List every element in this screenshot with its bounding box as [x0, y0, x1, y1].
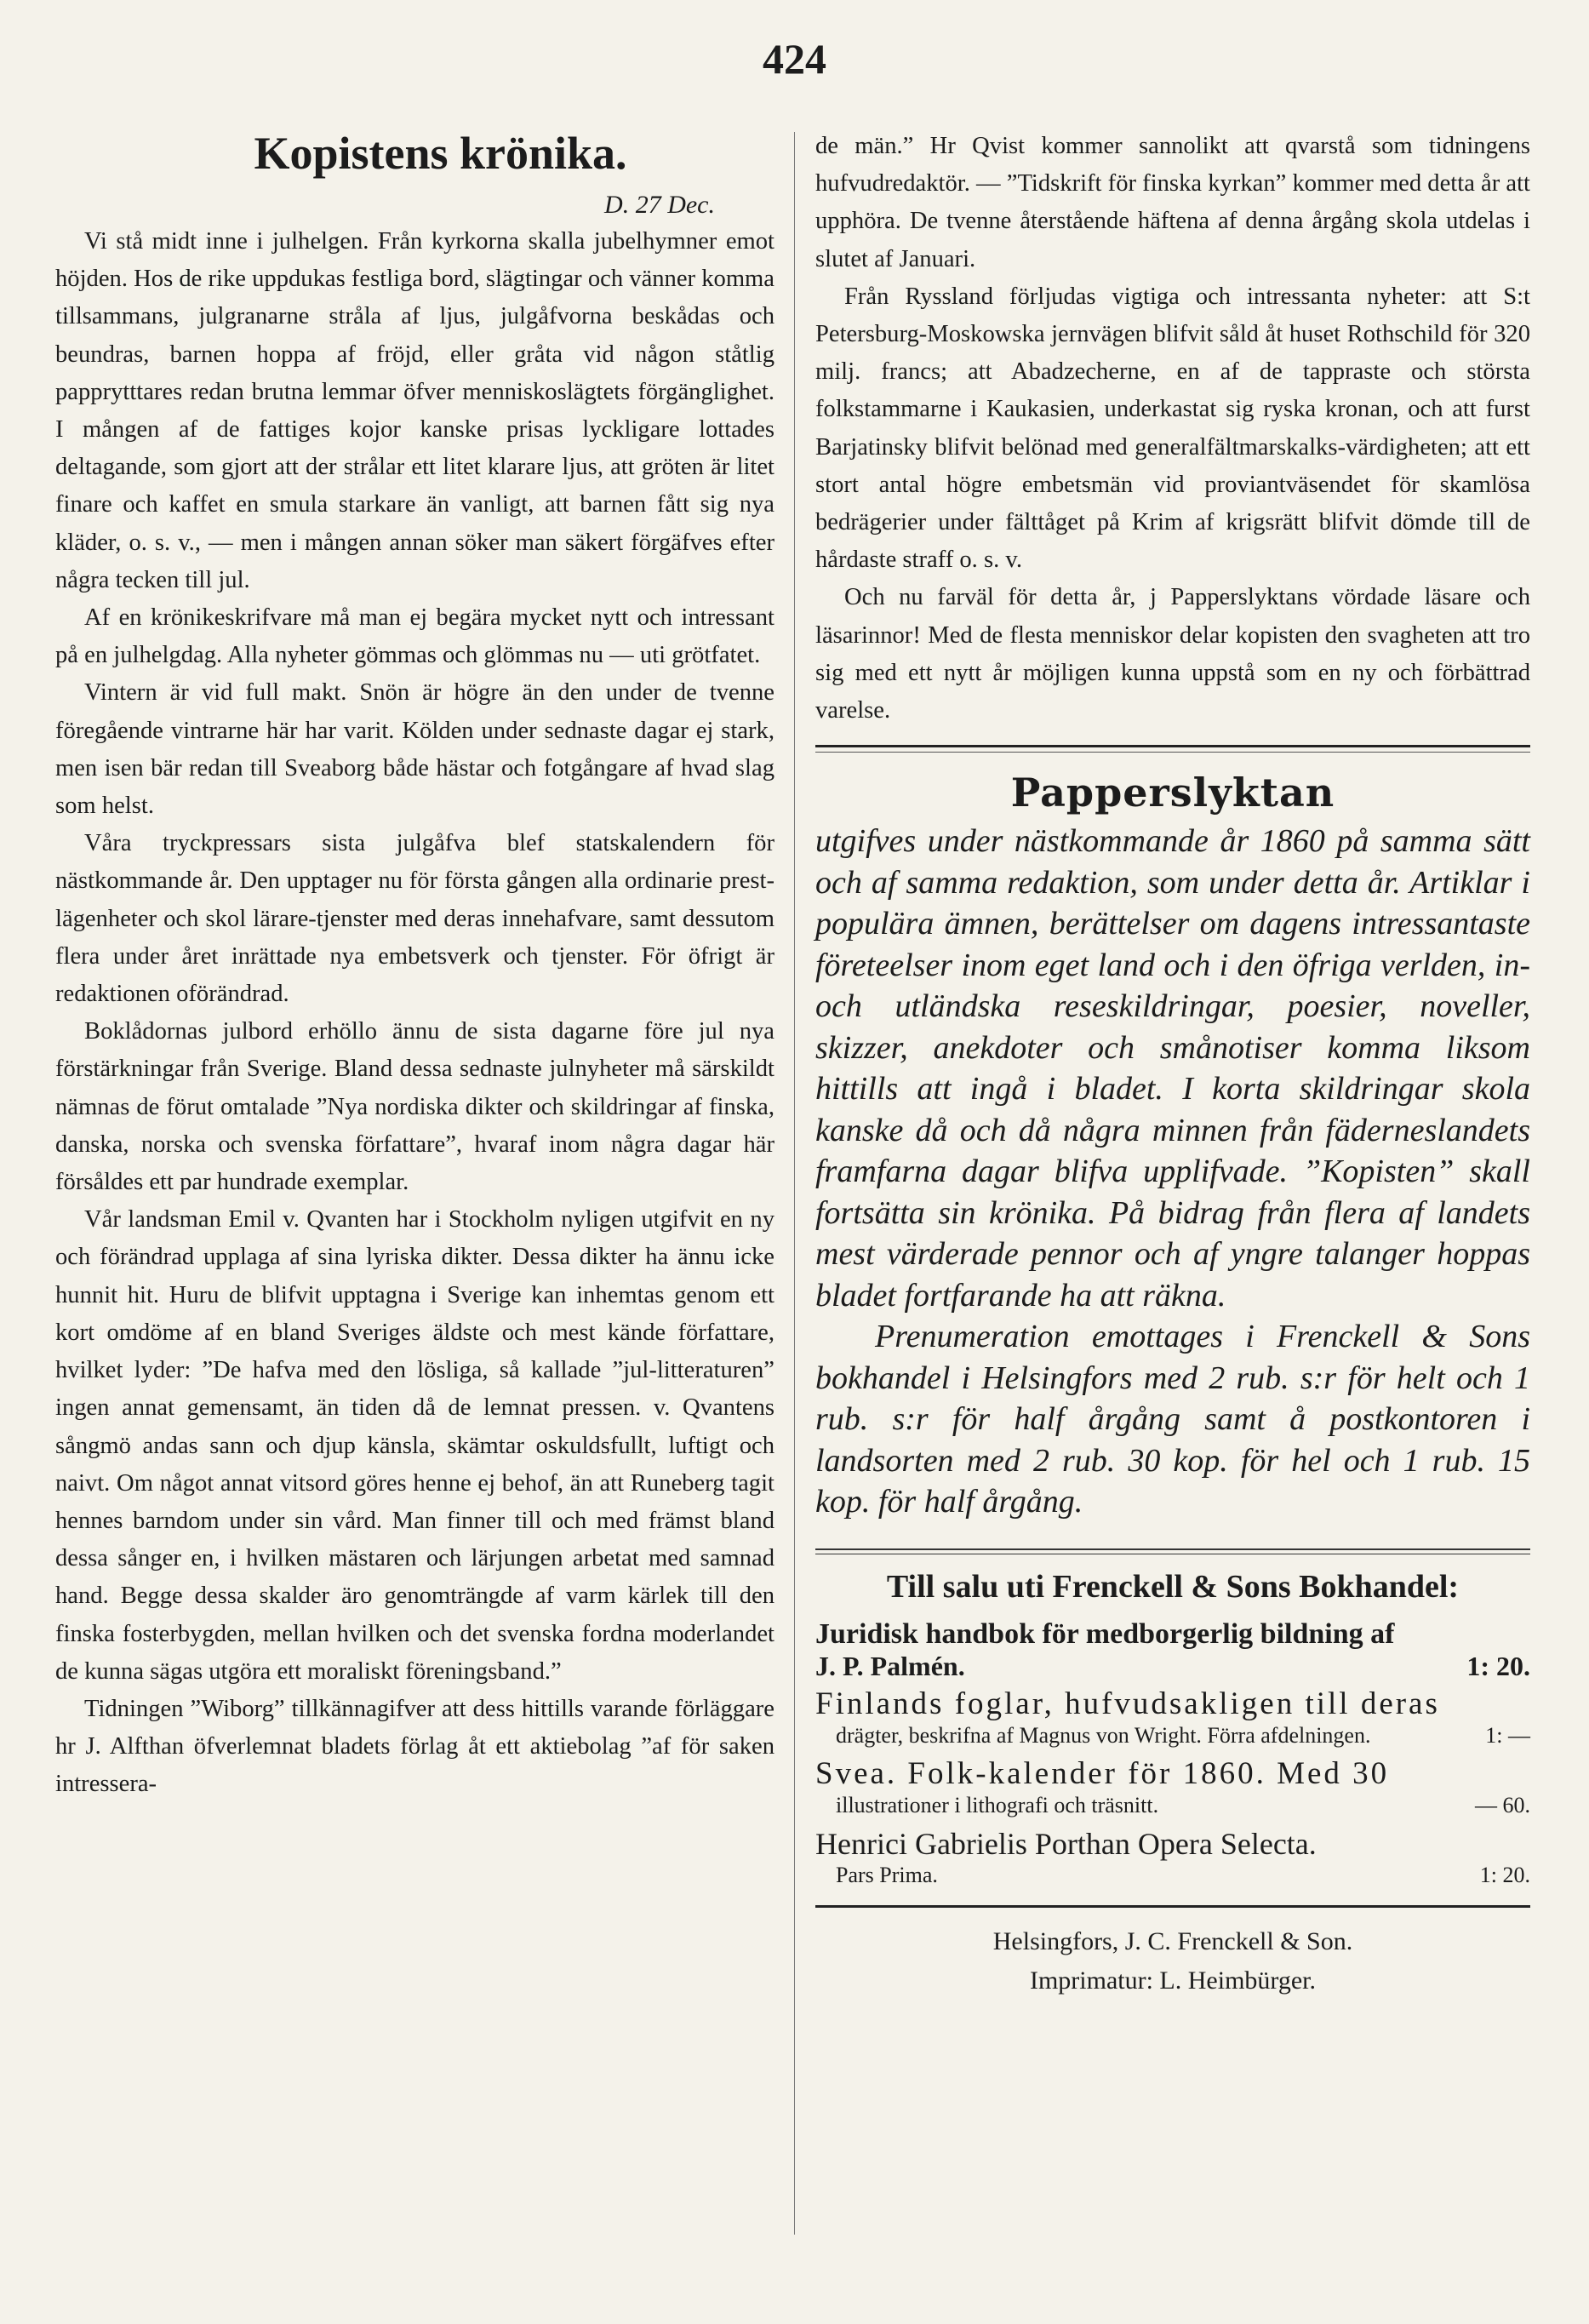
book-listing [815, 1617, 1530, 1680]
sale-title: Till salu uti Frenckell & Sons Bokhandel: [886, 1568, 1460, 1605]
right-column [815, 128, 1530, 2001]
book-listing [815, 1827, 1530, 1890]
book-detail [815, 1651, 1530, 1680]
book-description: illustrationer i lithografi och träsnitt. [836, 1792, 1159, 1817]
paragraph: Våra tryckpressars sista julgåfva blef statskalendern för nästkommande år. Den upptager nu för första gången alla ordinarie prest-lägenheter och skol lärare-tjenster med deras innehafvare, samt dessutom flera under året inrättade nya embetsverk och tjenster. För öfrigt är redaktionen oförändrad. [55, 830, 774, 1008]
book-price: 1: — [1485, 1722, 1530, 1748]
left-column [55, 128, 774, 1804]
book-detail [815, 1721, 1530, 1750]
subscription-text: Prenumeration emottages i Frenckell & Sons bokhandel i Helsingfors med 2 rub. s:r för helt och 1 rub. s:r för half årgång samt å postkontoren i landsorten med 2 rub. 30 kop. för hel och 1 rub. 15 kop. för half årgång. [815, 1319, 1530, 1520]
advert-text: utgifves under nästkommande år 1860 på samma sätt och af samma redaktion, som under detta år. Artiklar i populära ämnen, berättelser om dagens intressantaste företeelser inom eget land och i den öfriga verlden, in- och utländska reseskildringar, poesier, noveller, skizzer, anekdoter och smånotiser komma liksom hittills att ingå i bladet. I korta skildringar skola kanske då och då några minnen från fäderneslandets framfarna dagar blifva upplifvade. ”Kopisten” skall fortsätta sin krönika. På bidrag från flera af landets mest värderade pennor och af yngre talanger hoppas bladet fortfarande ha att räkna. [815, 823, 1530, 1314]
paragraph: Tidningen ”Wiborg” tillkännagifver att dess hittills varande förläggare hr J. Alfthan öfverlemnat bladets förlag åt ett aktiebolag ”af för saken intressera- [55, 1695, 774, 1798]
book-title: Juridisk handbok för medborgerlig bildning af [815, 1617, 1395, 1650]
imprint [815, 1922, 1530, 2001]
paragraph: Vintern är vid full makt. Snön är högre än den under de tvenne föregående vintrarne här har varit. Kölden under sednaste dagar ej stark, men isen bär redan till Sveaborg både hästar och fotgångare af hvad slag som helst. [55, 679, 774, 820]
book-description: drägter, beskrifna af Magnus von Wright. Förra afdelningen. [836, 1722, 1371, 1748]
book-title: Svea. Folk-kalender för 1860. Med 30 [815, 1755, 1390, 1791]
paragraph: Boklådornas julbord erhöllo ännu de sista dagarne före jul nya förstärkningar från Sverige. Bland dessa sednaste julnyheter må särskildt nämnas de förut omtalade ”Nya nordiska dikter och skildringar af finska, danska, norska och svenska författare”, hvaraf inom några dagar här försåldes ett par hundrade exemplar. [55, 1018, 774, 1196]
paragraph: Och nu farväl för detta år, j Papperslyktans vördade läsare och läsarinnor! Med de flesta menniskor delar kopisten den svagheten att tro sig med ett nytt år möjligen kunna uppstå som en ny och förbättrad varelse. [815, 584, 1530, 724]
section-rule [815, 745, 1530, 753]
paragraph: Vår landsman Emil v. Qvanten har i Stockholm nyligen utgifvit en ny och förändrad upplaga af sina lyriska dikter. Dessa dikter ha ännu icke hunnit hit. Huru de blifvit upptagna i Sverige kan inhemtas genom ett kort omdöme af en bland Sveriges äldste och mest kände författare, hvilket lyder: ”De hafva med den lösliga, så kallade ”jul-litteraturen” ingen annat gemensamt, än tiden då de lemnat pressen. v. Qvantens sångmö andas sann och djup känsla, skämtar oskuldsfullt, luftigt och naivt. Om något annat vitsord göres henne ej behof, än att Runeberg tagit hennes barndom under sin vård. Man finner till och med främst bland dessa sånger en, i hvilken mästaren och lärjungen arbetat med samnad hand. Begge dessa skalder äro genomträngde af varm kärlek till den finska fosterbygden, mellan hvilken och det svenska fordna moderlandet de kunna sägas utgöra ett moraliskt föreningsband.” [55, 1206, 774, 1685]
paragraph: de män.” Hr Qvist kommer sannolikt att qvarstå som tidningens hufvudredaktör. — ”Tidskrift för finska kyrkan” kommer med detta år att upphöra. De tvenne återstående häftena af denna årgång skola utdelas i slutet af Januari. [815, 133, 1530, 272]
column-divider [794, 132, 795, 2235]
section-rule [815, 1548, 1530, 1554]
book-price: 1: 20. [1479, 1862, 1530, 1887]
paragraph: Från Ryssland förljudas vigtiga och intressanta nyheter: att S:t Petersburg-Moskowska jernvägen blifvit såld åt huset Rothschild för 320 milj. francs; att Abadzecherne, en af de tappraste och största folkstammarne i Kaukasien, underkastat sig ryska kronan, och att furst Barjatinsky blifvit belönad med generalfältmarskalks-värdigheten; att ett stort antal högre embetsmän vid proviantväsendet för skamlösa bedrägerier under fälttåget på Krim af krigsrätt blifvit dömde till de hårdaste straff o. s. v. [815, 283, 1530, 574]
book-detail [815, 1861, 1530, 1890]
book-title: Finlands foglar, hufvudsakligen till deras [815, 1686, 1440, 1721]
book-title: Henrici Gabrielis Porthan Opera Selecta. [815, 1826, 1317, 1861]
book-detail [815, 1791, 1530, 1820]
page-number: 424 [763, 35, 826, 83]
book-listing [815, 1757, 1530, 1820]
article-headline: Kopistens krönika. [254, 128, 627, 179]
paragraph: Af en krönikeskrifvare må man ej begära mycket nytt och intressant på en julhelgdag. Alla nyheter gömmas och glömmas nu — uti grötfatet. [55, 604, 774, 669]
printer-line: Helsingfors, J. C. Frenckell & Son. [992, 1926, 1353, 1955]
book-author: J. P. Palmén. [815, 1650, 965, 1681]
book-listing [815, 1687, 1530, 1750]
advert-title: Papperslyktan [1010, 770, 1335, 816]
book-price: 1: 20. [1466, 1650, 1530, 1681]
imprimatur-line: Imprimatur: L. Heimbürger. [1029, 1966, 1317, 1995]
book-description: Pars Prima. [836, 1862, 938, 1887]
book-price: — 60. [1475, 1792, 1530, 1817]
section-rule [815, 1905, 1530, 1910]
paragraph: Vi stå midt inne i julhelgen. Från kyrkorna skalla jubelhymner emot höjden. Hos de rike uppdukas festliga bord, slägtingar och vänner komma tillsammans, julgranarne stråla af ljus, julgåfvorna beskådas och beundras, barnen hoppa af fröjd, eller gråta vid någon ståtlig papprytttares redan brutna lemmar öfver menniskoslägtets förgänglighet. I mången af de fattiges kojor kanske prisas lyckligare lottades deltagande, som gjort att der strålar ett litet klarare ljus, att gröten är litet finare och kaffet en smula starkare än vanligt, att barnen fått sig nya kläder, o. s. v., — men i mången annan söker man säkert förgäfves efter några tecken till jul. [55, 228, 774, 593]
article-dateline: D. 27 Dec. [604, 191, 715, 219]
